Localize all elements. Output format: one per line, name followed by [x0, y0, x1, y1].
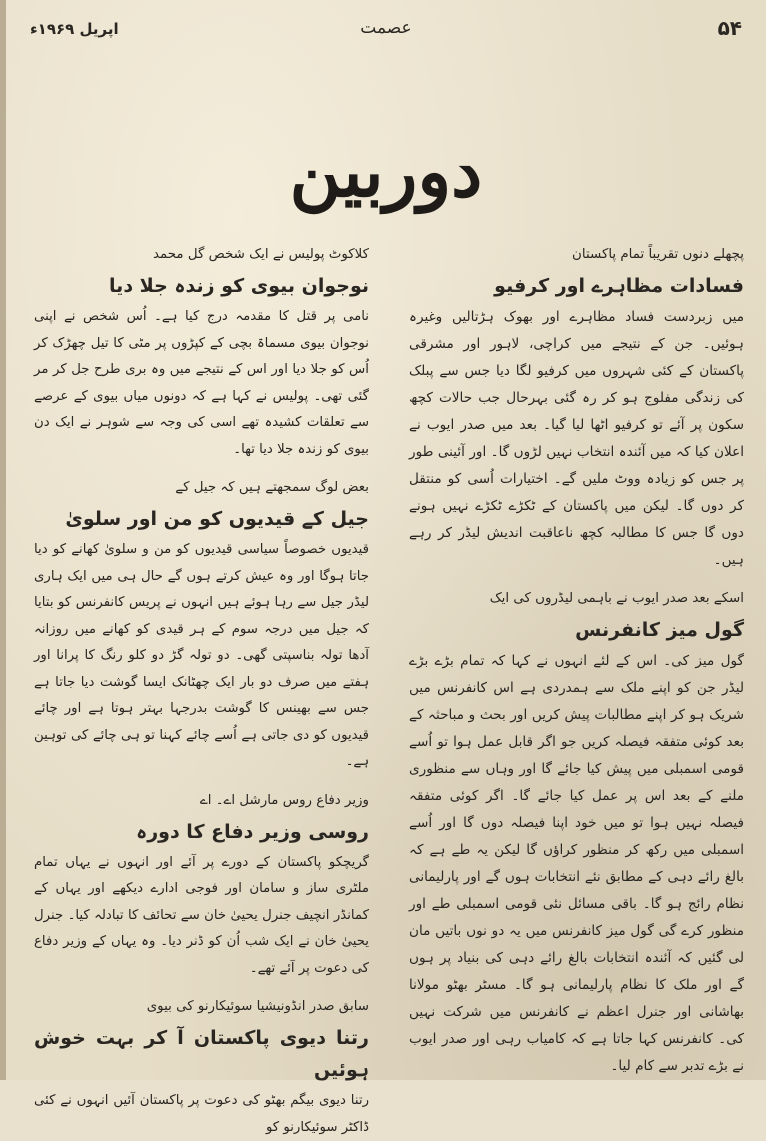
article-body: میں زبردست فساد مظاہرے اور بھوک ہڑتالیں وغیرہ ہوئیں۔ جن کے نتیجے میں کراچی، لاہور اور مشرقی پاکستان کے کئی شہروں میں کرفیو لگا دیا جس سے پبلک کی زندگی مفلوج ہو کر رہ گئی بہرحال جب حالات کچھ سکون پر آئے تو کرفیو اٹھا لیا گیا۔ بعد میں صدر ایوب نے اعلان کیا کہ میں آئندہ انتخاب نہیں لڑوں گا۔ اور آئینی طور پر جس کو زیادہ ووٹ ملیں گے۔ اختیارات اُسی کو منتقل کر دوں گا۔ لیکن میں پاکستان کے ٹکڑے ٹکڑے نہیں ہونے دوں گا جس کا مطالبہ کچھ ناعاقبت اندیش لیڈر کر رہے ہیں۔	[409, 309, 744, 568]
article-soviet-defence-minister	[34, 788, 369, 983]
article-heading: فسادات مظاہرے اور کرفیو	[494, 275, 744, 297]
issue-date: اپریل ۱۹۶۹ء	[30, 20, 119, 38]
right-column	[409, 242, 744, 1074]
article-lead: اسکے بعد صدر ایوب نے باہمی لیڈروں کی ایک	[489, 591, 744, 606]
article-heading: نوجوان بیوی کو زندہ جلا دیا	[109, 275, 369, 297]
article-wife-burned	[34, 242, 369, 463]
article-body: نامی پر قتل کا مقدمہ درج کیا ہے۔ اُس شخص نے اپنی نوجوان بیوی مسماۃ بچی کے کپڑوں پر مٹی کا تیل چھڑک کر اُس کو جلا دیا اور اس کے نتیجے میں وہ بری طرح جل کر مر گئی تھی۔ پولیس نے کہا ہے کہ دونوں میاں بیوی کے عرصے سے تعلقات کشیدہ تھے اسی کی وجہ سے شوہر نے ایک دن بیوی کو زندہ جلا دیا تھا۔	[34, 309, 369, 457]
article-body: گریچکو پاکستان کے دورے پر آئے اور انہوں نے یہاں تمام ملٹری ساز و سامان اور فوجی ادارے دیکھے اور یہاں کے کمانڈر انچیف جنرل یحییٰ خان سے تحائف کا تبادلہ کیا۔ جنرل یحییٰ خان نے ایک شب اُن کو ڈنر دیا۔ وہ یہاں کے وزیر دفاع کی دعوت پر آئے تھے۔	[34, 854, 369, 976]
article-lead: وزیر دفاع روس مارشل اے۔ اے	[199, 792, 369, 808]
article-body: قیدیوں خصوصاً سیاسی قیدیوں کو من و سلویٰ کھانے کو دیا جاتا ہوگا اور وہ عیش کرتے ہوں گے حال ہی میں ایک ہاری لیڈر جیل سے رہا ہوئے ہیں انہوں نے پریس کانفرنس کو بتایا کہ جیل میں درجہ سوم کے ہر قیدی کو کھانے میں روزانہ آدھا تولہ بناسپتی گھی۔ دو تولہ گڑ دو کلو رنگ کا پرانا اور ہفتے میں صرف دو بار ایک چھٹانک ایسا گوشت دیا جاتا ہے جس سے بھینس کا گوشت بدرجہا بہتر ہوتا ہے اور چائے قیدیوں کو دی جاتی ہے اُسے چائے کہنا تو ہی چائے کی توہین ہے۔	[34, 542, 369, 769]
article-heading: گول میز کانفرنس	[575, 619, 744, 641]
article-lead: سابق صدر انڈونیشیا سوئیکارنو کی بیوی	[146, 999, 369, 1014]
article-lead: پچھلے دنوں تقریباً تمام پاکستان	[572, 247, 744, 262]
page-header	[30, 14, 742, 50]
article-body: گول میز کی۔ اس کے لئے انہوں نے کہا کہ تمام بڑے بڑے لیڈر جن کو اپنے ملک سے ہمدردی ہے اس کانفرنس میں شریک ہو کر اپنے مطالبات پیش کریں اور بحث و مباحثہ کے بعد کوئی متفقہ فیصلہ کریں جو اگر قابل عمل ہوا تو اُسے قومی اسمبلی میں پیش کیا جائے گا اور وہاں سے منظوری ملنے کے بعد اس پر عمل کیا جائے گا۔ اگر کوئی متفقہ فیصلہ نہیں ہوا تو میں خود اپنا فیصلہ دوں گا اور اُسے اسمبلی میں رکھ کر منظور کراؤں گا لیکن یہ طے ہے کہ بالغ رائے دہی کے مطابق نئے انتخابات ہوں گے اور پارلیمانی نظام رائج ہو گا۔ باقی مسائل نئی قومی اسمبلی طے اور منظور کرے گی گول میز کانفرنس میں یہ دو نوں باتیں مان لی گئیں کہ آئندہ انتخابات بالغ رائے دہی کی بنیاد پر ہوں گے اور ملک کا نظام پارلیمانی ہو گا۔ مسٹر بھٹو مولانا بھاشانی اور جنرل اعظم نے کانفرنس میں شرکت نہیں کی۔ کانفرنس کہا جاتا ہے کہ کامیاب رہی اور صدر ایوب نے بڑے تدبر سے کام لیا۔	[409, 653, 744, 1074]
section-masthead: دوربین	[289, 130, 483, 213]
article-riots-curfew	[409, 242, 744, 574]
article-ratna-devi	[34, 994, 369, 1141]
left-column	[34, 242, 369, 1135]
article-body: رتنا دیوی بیگم بھٹو کی دعوت پر پاکستان آئیں انہوں نے کئی ڈاکٹر سوئیکارنو کو	[34, 1093, 369, 1135]
article-round-table	[409, 586, 744, 1080]
article-heading: رتنا دیوی پاکستان آ کر بہت خوش ہوئیں	[34, 1027, 369, 1081]
page-number: ۵۴	[717, 16, 742, 40]
article-lead: کلاکوٹ پولیس نے ایک شخص گل محمد	[152, 247, 369, 262]
article-jail-prisoners	[34, 475, 369, 776]
article-lead: بعض لوگ سمجھتے ہیں کہ جیل کے	[175, 480, 369, 495]
article-heading: روسی وزیر دفاع کا دورہ	[136, 820, 369, 843]
article-heading: جیل کے قیدیوں کو من اور سلویٰ	[65, 508, 369, 530]
magazine-name: عصمت	[360, 18, 412, 38]
